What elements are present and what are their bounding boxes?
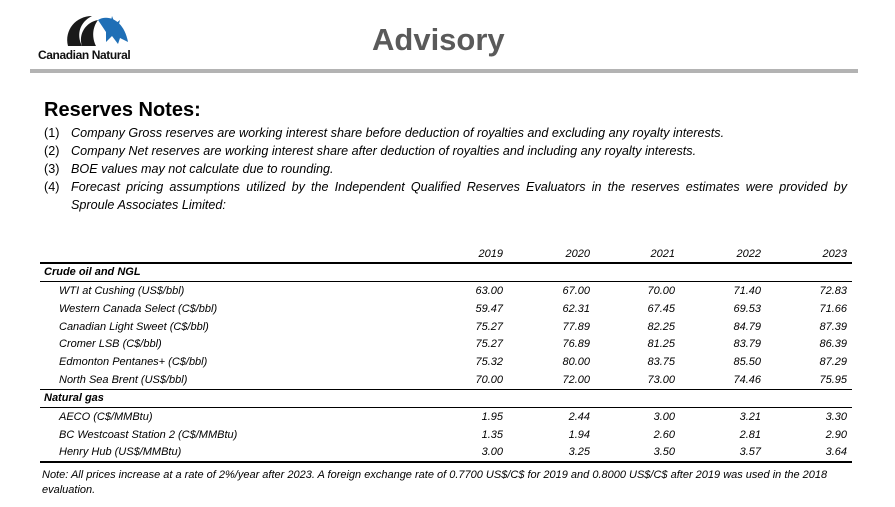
cell-value: 83.75 xyxy=(647,356,675,369)
table-row xyxy=(40,335,852,353)
cell-value: 85.50 xyxy=(733,356,761,369)
note-text: Company Gross reserves are working interest share before deduction of royalties and excluding any royalty interests. xyxy=(71,126,725,140)
section-title: Natural gas xyxy=(44,391,104,404)
note-text: Forecast pricing assumptions utilized by the Independent Qualified Reserves Evaluators in the reserves estimates were provided by Sproule Associates Limited: xyxy=(71,180,847,212)
note-item xyxy=(44,142,847,160)
cell-value: 3.00 xyxy=(653,410,675,423)
cell-value: 3.57 xyxy=(739,446,761,459)
cell-value: 3.21 xyxy=(739,410,761,423)
section-header-gas xyxy=(40,390,852,407)
cell-value: 72.83 xyxy=(819,285,847,297)
cell-value: 3.50 xyxy=(653,446,675,459)
row-label: AECO (C$/MMBtu) xyxy=(59,410,153,423)
year-header: 2022 xyxy=(736,248,761,260)
cell-value: 76.89 xyxy=(562,338,590,351)
pricing-footnote: Note: All prices increase at a rate of 2%/year after 2023. A foreign exchange rate of 0.7700 US$/C$ for 2019 and 0.8000 US$/C$ after 2019 was used in the 2018 evaluation. xyxy=(42,469,828,496)
table-row xyxy=(40,426,852,444)
cell-value: 86.39 xyxy=(819,338,847,351)
cell-value: 3.25 xyxy=(568,446,590,459)
note-item xyxy=(44,124,847,142)
cell-value: 87.29 xyxy=(819,356,847,369)
year-header: 2019 xyxy=(478,248,503,260)
table-row xyxy=(40,353,852,371)
table-row xyxy=(40,300,852,318)
note-number: (2) xyxy=(44,144,60,158)
title-divider xyxy=(30,69,858,73)
cell-value: 71.40 xyxy=(733,285,761,297)
cell-value: 67.00 xyxy=(562,285,590,297)
cell-value: 2.60 xyxy=(653,428,675,441)
section-title: Crude oil and NGL xyxy=(44,266,141,278)
row-label: Edmonton Pentanes+ (C$/bbl) xyxy=(59,356,208,369)
table-row xyxy=(40,282,852,300)
year-header: 2021 xyxy=(650,248,675,260)
pricing-table xyxy=(40,246,852,463)
cell-value: 67.45 xyxy=(647,302,675,315)
table-row xyxy=(40,443,852,461)
cell-value: 75.95 xyxy=(819,373,847,386)
note-text: Company Net reserves are working interest share after deduction of royalties and including any royalty interests. xyxy=(71,144,697,158)
cell-value: 74.46 xyxy=(733,373,761,386)
cell-value: 62.31 xyxy=(562,302,590,315)
cell-value: 75.27 xyxy=(475,320,503,333)
cell-value: 1.95 xyxy=(481,410,503,423)
row-label: North Sea Brent (US$/bbl) xyxy=(59,373,188,386)
cell-value: 73.00 xyxy=(647,373,675,386)
cell-value: 75.32 xyxy=(475,356,503,369)
table-row xyxy=(40,408,852,426)
cell-value: 2.90 xyxy=(825,428,847,441)
row-label: WTI at Cushing (US$/bbl) xyxy=(59,285,185,297)
note-number: (3) xyxy=(44,162,60,176)
row-label: Henry Hub (US$/MMBtu) xyxy=(59,446,182,459)
cell-value: 77.89 xyxy=(562,320,590,333)
cell-value: 3.64 xyxy=(825,446,847,459)
row-label: Western Canada Select (C$/bbl) xyxy=(59,302,218,315)
maple-leaf-logo-icon xyxy=(62,12,130,48)
row-label: Cromer LSB (C$/bbl) xyxy=(59,338,162,351)
cell-value: 1.35 xyxy=(481,428,503,441)
table-row xyxy=(40,371,852,389)
year-header: 2020 xyxy=(565,248,590,260)
cell-value: 70.00 xyxy=(475,373,503,386)
table-rule xyxy=(40,461,852,463)
cell-value: 70.00 xyxy=(647,285,675,297)
logo-wordmark: Canadian Natural xyxy=(38,48,131,62)
company-logo xyxy=(38,12,156,64)
year-header: 2023 xyxy=(822,248,847,260)
note-number: (1) xyxy=(44,126,60,140)
table-header-row xyxy=(40,246,852,262)
page-title: Advisory xyxy=(372,22,505,57)
reserves-notes-heading: Reserves Notes: xyxy=(44,99,201,121)
cell-value: 2.44 xyxy=(568,410,590,423)
section-header-crude xyxy=(40,264,852,281)
reserves-notes-list xyxy=(44,124,847,214)
note-item xyxy=(44,178,847,214)
table-row xyxy=(40,318,852,336)
cell-value: 63.00 xyxy=(475,285,503,297)
cell-value: 72.00 xyxy=(562,373,590,386)
cell-value: 2.81 xyxy=(739,428,761,441)
row-label: Canadian Light Sweet (C$/bbl) xyxy=(59,320,209,333)
cell-value: 81.25 xyxy=(647,338,675,351)
cell-value: 71.66 xyxy=(819,302,847,315)
cell-value: 82.25 xyxy=(647,320,675,333)
cell-value: 75.27 xyxy=(475,338,503,351)
row-label: BC Westcoast Station 2 (C$/MMBtu) xyxy=(59,428,238,441)
cell-value: 87.39 xyxy=(819,320,847,333)
cell-value: 69.53 xyxy=(733,302,761,315)
note-number: (4) xyxy=(44,180,60,194)
note-item xyxy=(44,160,847,178)
cell-value: 59.47 xyxy=(475,302,503,315)
note-text: BOE values may not calculate due to rounding. xyxy=(71,162,334,176)
cell-value: 84.79 xyxy=(733,320,761,333)
cell-value: 3.00 xyxy=(481,446,503,459)
cell-value: 3.30 xyxy=(825,410,847,423)
cell-value: 1.94 xyxy=(568,428,590,441)
cell-value: 80.00 xyxy=(562,356,590,369)
cell-value: 83.79 xyxy=(733,338,761,351)
